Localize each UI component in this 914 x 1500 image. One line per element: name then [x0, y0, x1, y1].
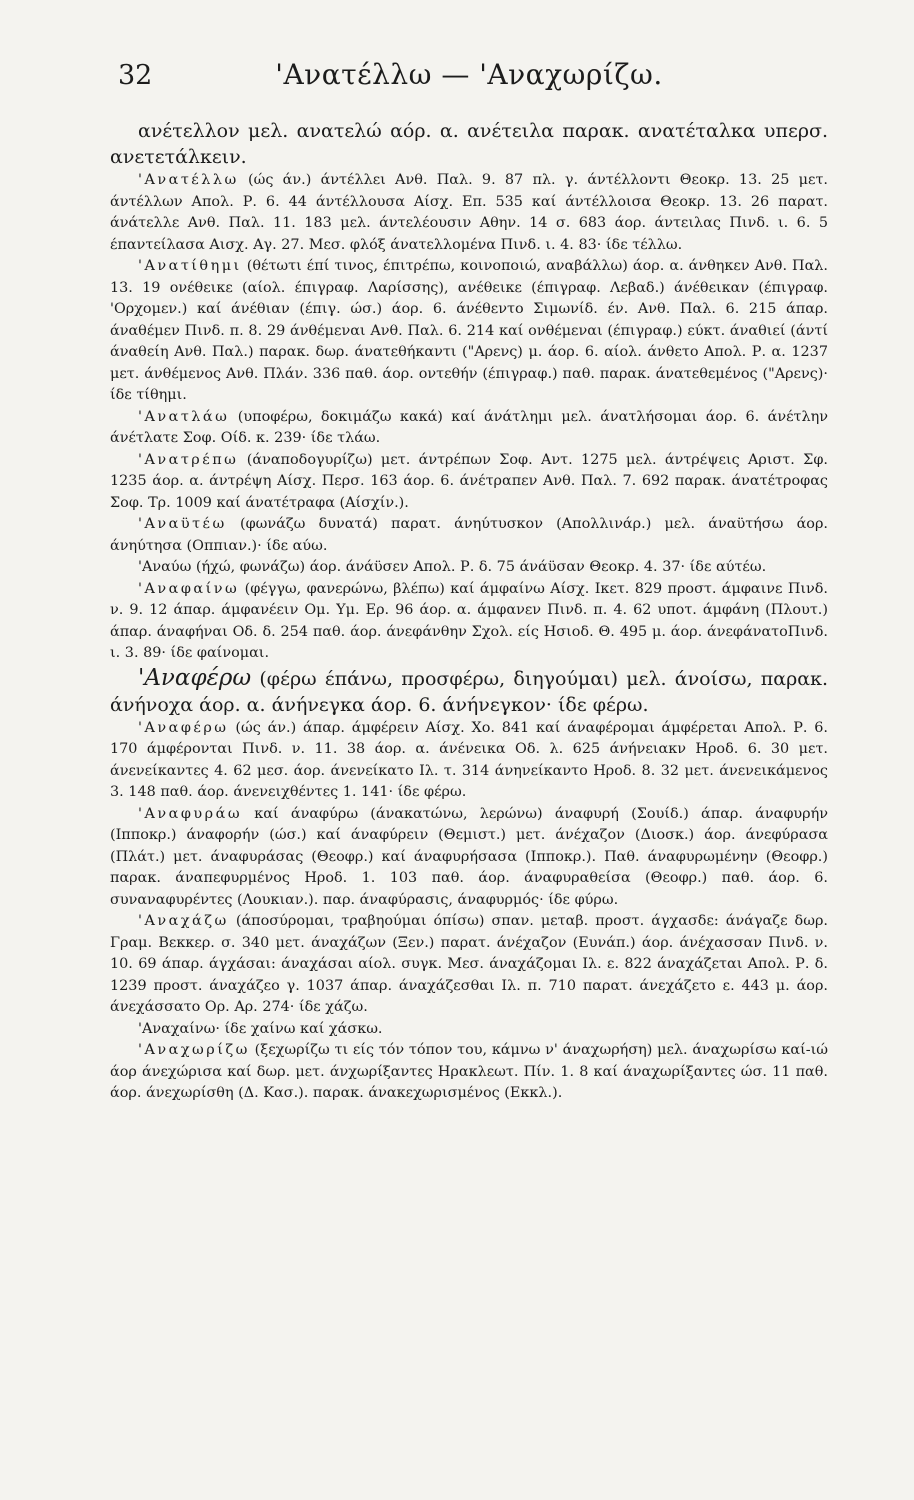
entry-anatlao — [110, 407, 828, 450]
entry-lemma: 'Αναϋτέω — [138, 516, 227, 532]
entry-text: (φωνάζω δυνατά) παρατ. άνηύτυσκον (Απολλινάρ.) μελ. άναϋτήσω άορ. άνηύτησα (Οππιαν.)· ίδε αύω. — [110, 516, 829, 554]
entry-anachaino — [110, 1019, 828, 1041]
entry-anatrepo — [110, 450, 828, 515]
entry-lemma: 'Αναχωρίζω — [138, 1042, 250, 1058]
page-header — [110, 52, 828, 98]
entry-lemma: 'Αναφαίνω — [138, 580, 240, 597]
entry-text: ανέτελλον μελ. ανατελώ αόρ. α. ανέτειλα παρακ. ανατέταλκα υπερσ. ανετετάλκειν. — [110, 120, 828, 168]
entry-anayteo — [110, 514, 828, 557]
entry-text: (θέτωτι έπί τινος, έπιτρέπω, κοινοποιώ, αναβάλλω) άορ. α. άνθηκεν Ανθ. Παλ. 13. 19 ονέθεικε (αίολ. έπιγραφ. Λαρίσσης), ανέθεικε (έπιγραφ. Λεβαδ.) άνέθεικαν (έπιγραφ. 'Ορχομεν.) καί άνέθιαν (έπιγ. ώσ.) άορ. 6. άνέθεντο Σιμωνίδ. έν. Ανθ. Παλ. 6. 215 άπαρ. άναθέμεν Πινδ. π. 8. 29 άνθέμεναι Ανθ. Παλ. 6. 214 καί ονθέμεναι (έπιγραφ.) εύκτ. άναθιεί (άντί άναθείη Ανθ. Παλ.) παρακ. δωρ. άνατεθήκαντι ("Αρενς) μ. άορ. 6. αίολ. άνθετο Απολ. Ρ. α. 1237 μετ. άνθέμενος Ανθ. Πλάν. 336 παθ. άορ. οντεθήν (έπιγραφ.) παθ. παρακ. άνατεθεμένος ("Αρενς)· ίδε τίθημι. — [110, 258, 829, 403]
page-number: 32 — [118, 60, 153, 91]
entry-text: καί άναφύρω (άνακατώνω, λερώνω) άναφυρή (Σουίδ.) άπαρ. άναφυρήν (Ιπποκρ.) άναφορήν (ώσ.) καί άναφύρειν (Θεμιστ.) μετ. άνέχαζον (Διοσκ.) άορ. άνεφύρασα (Πλάτ.) μετ. άναφυράσας (Θεοφρ.) καί άναφυρήσασα (Ιπποκρ.). Παθ. άναφυρωμένην (Θεοφρ.) παρακ. άναπεφυρμένος Ηροδ. 1. 103 παθ. άορ. άναφυραθείσα (Θεοφρ.) παθ. άορ. 6. συναναφυρέντες (Λουκιαν.). παρ. άναφύρασις, άναφυρμός· ίδε φύρω. — [110, 805, 829, 908]
entry-anaphero — [110, 718, 828, 804]
entry-text: (ήχώ, φωνάζω) άορ. άνάϋσεν Απολ. Ρ. δ. 75 άνάϋσαν Θεοκρ. 4. 37· ίδε αύτέω. — [195, 559, 767, 575]
entry-text: (ξεχωρίζω τι είς τόν τόπον του, κάμνω ν' άναχωρήση) μελ. άναχωρίσω καί-ιώ άορ άνεχώρισα καί δωρ. μετ. άνχωρίξαντες Ηρακλεωτ. Πίν. 1. 8 καί άναχωρίξαντες ώσ. 11 παθ. άορ. άνεχωρίσθη (Δ. Κασ.). παρακ. άνακεχωρισμένος (Εκκλ.). — [110, 1042, 828, 1101]
entry-lemma: 'Ανατλάω — [138, 408, 230, 425]
entry-continuation — [110, 118, 828, 170]
entry-lemma: 'Αναχάζω — [138, 913, 229, 929]
entry-text: (άναποδογυρίζω) μετ. άντρέπων Σοφ. Αντ. 1275 μελ. άντρέψεις Αριστ. Σφ. 1235 άορ. α. άντρέψη Αίσχ. Περσ. 163 άορ. 6. άνέτραπεν Ανθ. Παλ. 7. 692 παρακ. άνατέτροφας Σοφ. Τρ. 1009 καί άνατέτραφα (Αίσχίν.). — [110, 451, 828, 511]
entry-anaphyrao — [110, 804, 828, 912]
entry-text: (φέρω έπάνω, προσφέρω, διηγούμαι) μελ. άνοίσω, παρακ. άνήνοχα άορ. α. άνήνεγκα άορ. 6. άνήνεγκον· ίδε φέρω. — [110, 667, 828, 716]
entry-text: (φέγγω, φανερώνω, βλέπω) καί άμφαίνω Αίσχ. Ικετ. 829 προστ. άμφαινε Πινδ. ν. 9. 12 άπαρ. άμφανέειν Ομ. Υμ. Ερ. 96 άορ. α. άμφανεν Πινδ. π. 4. 62 υποτ. άμφάνη (Πλουτ.) άπαρ. άναφήναι Οδ. δ. 254 παθ. άορ. άνεφάνθην Σχολ. είς Ησιοδ. Θ. 495 μ. άορ. άνεφάνατοΠινδ. ι. 3. 89· ίδε φαίνομαι. — [110, 580, 828, 661]
entry-lemma: 'Αναφέρω — [138, 719, 229, 736]
entry-text: (ώς άν.) άπαρ. άμφέρειν Αίσχ. Χο. 841 καί άναφέρομαι άμφέρεται Απολ. Ρ. 6. 170 άμφέρονται Πινδ. ν. 11. 38 άορ. α. άνένεικα Οδ. λ. 625 άνήνειακν Ηροδ. 6. 30 μετ. άνενείκαντες 4. 62 μεσ. άορ. άνενείκατο Ιλ. τ. 314 άνηνείκαντο Ηροδ. 8. 32 μετ. άνενεικάμενος 3. 148 παθ. άορ. άνενειχθέντες 1. 141· ίδε φέρω. — [110, 719, 828, 800]
entry-anachorizo — [110, 1040, 828, 1105]
entry-text: (άποσύρομαι, τραβηούμαι όπίσω) σπαν. μεταβ. προστ. άγχασδε: άνάγαζε δωρ. Γραμ. Βεκκερ. σ. 340 μετ. άναχάζων (Ξεν.) παρατ. άνέχαζον (Ευνάπ.) άορ. άνέχασσαν Πινδ. ν. 10. 69 άπαρ. άγχάσαι: άναχάσαι αίολ. συγκ. Μεσ. άναχάζομαι Ιλ. ε. 822 άναχάζεται Απολ. Ρ. δ. 1239 προστ. άναχάζεο γ. 1037 άπαρ. άναχάζεσθαι Ιλ. π. 710 παρατ. άνεχάζετο ε. 443 μ. άορ. άνεχάσσατο Ορ. Αρ. 274· ίδε χάζω. — [110, 913, 828, 1015]
dictionary-entries — [110, 118, 828, 1105]
entry-lemma: 'Αναφυράω — [138, 805, 243, 822]
entry-lemma: 'Αναύω — [138, 559, 192, 575]
entry-anatello — [110, 170, 828, 256]
entry-anaphaino — [110, 579, 828, 665]
entry-anaphero-main — [110, 665, 828, 718]
entry-anatithemi — [110, 256, 828, 407]
running-head: 'Ανατέλλω — 'Αναχωρίζω. — [275, 58, 663, 91]
entry-text: (ώς άν.) άντέλλει Ανθ. Παλ. 9. 87 πλ. γ. άντέλλοντι Θεοκρ. 13. 25 μετ. άντέλλων Απολ. Ρ. 6. 44 άντέλλουσα Αίσχ. Επ. 535 καί άντέλλοισα Θεοκρ. 13. 26 παρατ. άνάτελλε Ανθ. Παλ. 11. 183 μελ. άντελέουσιν Αθην. 14 σ. 683 άορ. άντειλας Πινδ. ι. 6. 5 έπαντείλασα Αισχ. Αγ. 27. Μεσ. φλόξ άνατελλομένα Πινδ. ι. 4. 83· ίδε τέλλω. — [110, 172, 828, 253]
entry-lemma: 'Ανατέλλω — [138, 172, 239, 188]
entry-lemma: 'Αναχαίνω· — [138, 1020, 220, 1037]
entry-anayo — [110, 557, 828, 579]
entry-lemma: 'Αναφέρω — [138, 664, 252, 691]
entry-text: (υποφέρω, δοκιμάζω κακά) καί άνάτλημι μελ. άνατλήσομαι άορ. 6. άνέτλην άνέτλατε Σοφ. Οίδ. κ. 239· ίδε τλάω. — [110, 408, 828, 446]
entry-lemma: 'Ανατίθημι — [138, 258, 242, 274]
entry-text: ίδε χαίνω καί χάσκω. — [224, 1020, 383, 1037]
entry-anachazo — [110, 911, 828, 1019]
entry-lemma: 'Ανατρέπω — [138, 451, 239, 468]
